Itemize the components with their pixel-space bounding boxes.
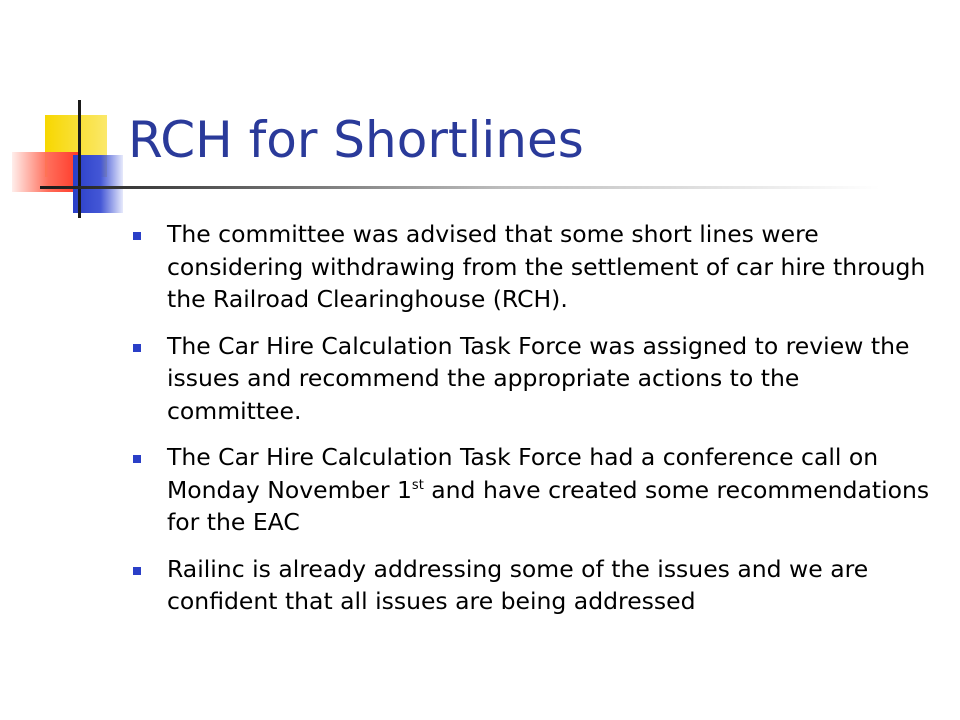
ordinal-superscript: st — [411, 477, 424, 493]
logo-vertical-line — [78, 100, 81, 218]
bullet-square-icon — [133, 232, 141, 240]
bullet-text: The committee was advised that some short lines were considering withdrawing from the settlement of car hire through the Railroad Clearinghouse (RCH). — [167, 220, 926, 313]
bullet-text: The Car Hire Calculation Task Force was assigned to review the issues and recommend the appropriate actions to the committee. — [167, 331, 910, 425]
bullet-text-after: and have created some recommendations for the EAC — [167, 475, 930, 536]
bullet-text-before: The Car Hire Calculation Task Force had a conference call on Monday November 1 — [167, 443, 879, 504]
bullet-list — [133, 218, 933, 632]
bullet-item — [133, 553, 933, 618]
slide-title: RCH for Shortlines — [128, 111, 584, 169]
bullet-item — [133, 330, 933, 428]
bullet-item — [133, 218, 933, 316]
bullet-text: Railinc is already addressing some of the issues and we are confident that all issues are being addressed — [167, 554, 869, 615]
bullet-item — [133, 441, 933, 539]
bullet-square-icon — [133, 567, 141, 575]
title-underline — [40, 186, 880, 189]
bullet-square-icon — [133, 455, 141, 463]
bullet-square-icon — [133, 344, 141, 352]
